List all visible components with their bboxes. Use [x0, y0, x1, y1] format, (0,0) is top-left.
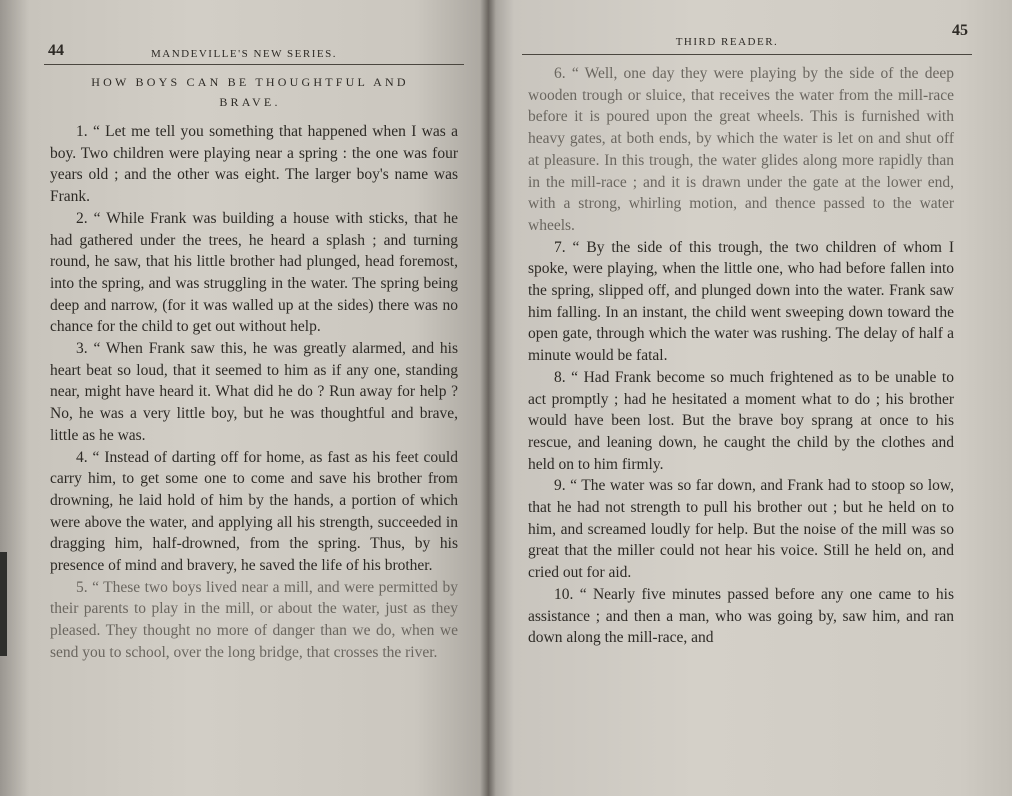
book-edge-tab	[0, 552, 7, 656]
paragraph-7: 7. “ By the side of this trough, the two children of whom I spoke, were playing, when the little one, who had before fallen into the spring, slipped off, and plunged down into the water. Frank saw him falling. In an instant, the child went sweeping down toward the open gate, through which the water was rushing. The delay of half a minute would be fatal.	[528, 238, 954, 365]
paragraph-4: 4. “ Instead of darting off for home, as fast as his feet could carry him, to get some one to come and save his brother from drowning, he laid hold of him by the hands, a portion of which were above the water, and applying all his strength, succeeded in dragging him, half-drowned, from the spring. Thus, by his presence of mind and bravery, he saved the life of his brother.	[50, 448, 458, 575]
paragraph-9: 9. “ The water was so far down, and Frank had to stoop so low, that he had not strength to pull his brother out ; but he held on to him, and screamed loudly for help. But the noise of the mill was so great that the miller could not hear his voice. Still he held on, and cried out for aid.	[528, 477, 954, 582]
left-page-number: 44	[48, 42, 64, 59]
paragraph-6: 6. “ Well, one day they were playing by the side of the deep wooden trough or sluice, that receives the water from the mill-race before it is poured upon the great wheels. This is furnished with heavy gates, at both ends, by which the water is let on and shut off at pleasure. In this trough, the water glides along more rapidly than in the mill-race ; and it is drawn under the gate at the lower end, with a strong, whirling motion, and thence passed to the water wheels.	[528, 65, 954, 234]
right-page-header	[522, 18, 972, 55]
chapter-title: HOW BOYS CAN BE THOUGHTFUL AND BRAVE.	[91, 75, 409, 109]
paragraph-2: 2. “ While Frank was building a house with sticks, that he had gathered under the trees, he heard a splash ; and turning round, he saw, that his little brother had plunged, head foremost, into the spring, and was struggling in the water. The spring being deep and narrow, (for it was walled up at the sides) there was no chance for the child to get out without help.	[50, 209, 458, 336]
right-page-body	[528, 63, 954, 649]
right-page	[488, 0, 1012, 796]
right-running-head: THIRD READER.	[675, 36, 779, 48]
right-page-number: 45	[952, 22, 968, 39]
paragraph-10: 10. “ Nearly five minutes passed before any one came to his assistance ; and then a man, who was going by, saw him, and ran down along the mill-race, and	[528, 585, 954, 647]
paragraph-5: 5. “ These two boys lived near a mill, and were permitted by their parents to play in the mill, or about the water, just as they pleased. They thought no more of danger than we do, when we send you to school, over the long bridge, that crosses the river.	[50, 578, 458, 661]
left-running-head: MANDEVILLE'S NEW SERIES.	[151, 48, 337, 60]
book-gutter	[480, 0, 496, 796]
paragraph-1: 1. “ Let me tell you something that happened when I was a boy. Two children were playing near a spring : the one was four years old ; and the other was eight. The larger boy's name was Frank.	[50, 123, 458, 206]
paragraph-3: 3. “ When Frank saw this, he was greatly alarmed, and his heart beat so loud, that it seemed to him as if any one, standing near, might have heard it. What did he do ? Run away for help ? No, he was a very little boy, but he was thoughtful and brave, little as he was.	[50, 340, 458, 444]
left-page-body	[50, 121, 458, 664]
left-page	[0, 0, 488, 796]
paragraph-8: 8. “ Had Frank become so much frightened as to be unable to act promptly ; had he hesitated a moment what to do ; his brother would have been lost. But the brave boy sprang at once to his rescue, and leaning down, he caught the child by the clothes and held on to him firmly.	[528, 368, 954, 473]
left-page-header	[44, 34, 464, 65]
